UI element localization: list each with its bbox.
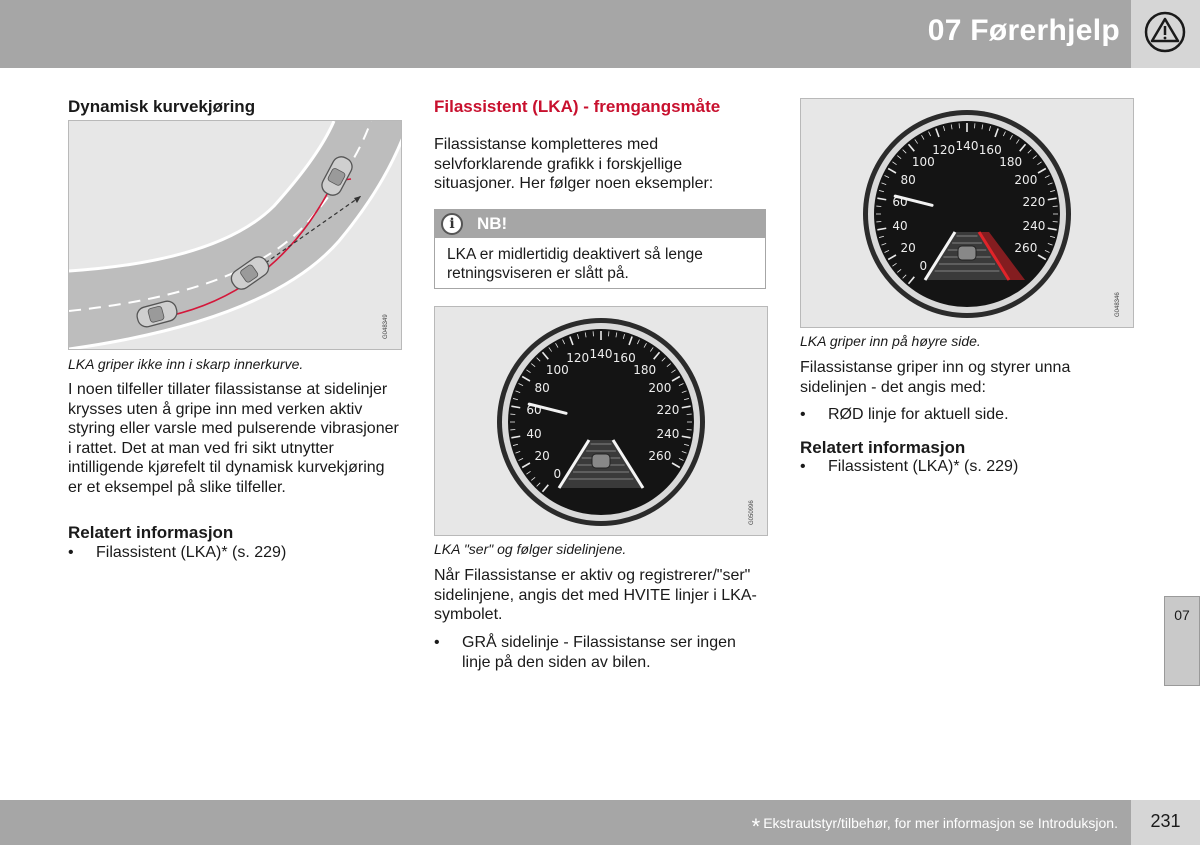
warning-triangle-icon xyxy=(1143,10,1187,54)
related-heading: Relatert informasjon xyxy=(68,523,234,542)
body-text: Når Filassistanse er aktiv og registrerer/"ser" sidelinjene, angis det med HVITE linjer i LKA-symbolet. xyxy=(434,567,757,623)
figure-code: G048346 xyxy=(1115,292,1121,317)
info-icon: i xyxy=(441,213,463,235)
section-heading-dynamic-curve: Dynamisk kurvekjøring xyxy=(68,97,256,116)
footer-asterisk: * xyxy=(751,814,761,839)
road-curve-graphic xyxy=(69,121,402,350)
gauge-label: 200 xyxy=(1014,173,1038,187)
gauge-label: 0 xyxy=(553,467,562,482)
gauge-label: 160 xyxy=(612,351,636,366)
speedometer-figure-right-intervention xyxy=(800,98,1134,328)
gauge-label: 80 xyxy=(534,381,550,395)
chapter-tab-label: 07 xyxy=(1174,607,1190,623)
gauge-label: 140 xyxy=(955,139,979,153)
speedometer-graphic xyxy=(435,307,768,536)
figure-code: G050996 xyxy=(749,500,755,525)
footer-note xyxy=(752,814,1118,840)
related-heading: Relatert informasjon xyxy=(800,438,966,457)
gauge-label: 40 xyxy=(526,426,542,441)
gauge-label: 180 xyxy=(999,154,1023,169)
gauge-label: 120 xyxy=(932,143,956,158)
gauge-label: 220 xyxy=(1022,195,1046,210)
figure-caption: LKA "ser" og følger sidelinjene. xyxy=(434,541,627,557)
lka-car xyxy=(958,246,976,260)
related-list xyxy=(68,543,402,563)
figure-code: G048349 xyxy=(383,314,389,339)
chapter-title: 07 Førerhjelp xyxy=(927,14,1120,47)
body-text: I noen tilfeller tillater filassistanse at sidelinjer krysses uten å gripe inn med verken aktiv styring eller varsle med pulserende vibrasjoner i rattet. Det at man ved fri sikt utnytter intilligende kjørefelt til dynamisk kurvekjøring er et eksempel på slike tilfeller. xyxy=(68,381,399,496)
gauge-label: 220 xyxy=(656,403,680,418)
indicator-list xyxy=(800,405,1134,425)
note-text: LKA er midlertidig deaktivert så lenge retningsviseren er slått på. xyxy=(447,246,703,282)
gauge-label: 260 xyxy=(1014,241,1038,255)
gauge-label: 200 xyxy=(648,381,672,395)
footer-note-text: Ekstrautstyr/tilbehør, for mer informasjon se Introduksjon. xyxy=(763,815,1118,831)
note-box xyxy=(434,209,766,289)
list-item: • RØD linje for aktuell side. xyxy=(800,405,1134,425)
gauge-label: 140 xyxy=(589,347,613,361)
gauge-label: 100 xyxy=(911,154,935,169)
gauge-label: 20 xyxy=(900,241,916,255)
gauge-label: 120 xyxy=(566,351,590,366)
related-list xyxy=(800,457,1134,477)
list-item: • GRÅ sidelinje - Filassistanse ser ingen linje på den siden av bilen. xyxy=(434,633,768,672)
curve-illustration xyxy=(68,120,402,350)
intro-text: Filassistanse kompletteres med selvforklarende grafikk i forskjellige situasjoner. Her følger noen eksempler: xyxy=(434,136,714,192)
gauge-label: 80 xyxy=(900,173,916,187)
note-header xyxy=(435,210,765,238)
figure-caption: LKA griper ikke inn i skarp innerkurve. xyxy=(68,356,304,372)
chapter-tab[interactable] xyxy=(1164,596,1200,686)
gauge-label: 0 xyxy=(919,259,928,274)
gauge-label: 100 xyxy=(545,362,569,377)
related-link[interactable]: • Filassistent (LKA)* (s. 229) xyxy=(68,543,402,563)
gauge-label: 60 xyxy=(892,195,908,210)
gauge-label: 260 xyxy=(648,449,672,463)
gauge-label: 160 xyxy=(978,143,1002,158)
note-label: NB! xyxy=(477,214,508,233)
speedometer-graphic xyxy=(801,99,1134,328)
section-heading-lka-procedure: Filassistent (LKA) - fremgangsmåte xyxy=(434,97,721,116)
gauge-label: 240 xyxy=(1022,218,1046,233)
body-text: Filassistanse griper inn og styrer unna sidelinjen - det angis med: xyxy=(800,359,1071,396)
gauge-label: 20 xyxy=(534,449,550,463)
related-link[interactable]: • Filassistent (LKA)* (s. 229) xyxy=(800,457,1134,477)
chapter-icon-box xyxy=(1131,0,1200,68)
speedometer-figure-lines-seen xyxy=(434,306,768,536)
gauge-label: 180 xyxy=(633,362,657,377)
gauge-label: 240 xyxy=(656,426,680,441)
figure-caption: LKA griper inn på høyre side. xyxy=(800,333,981,349)
page-number: 231 xyxy=(1150,811,1181,831)
indicator-list xyxy=(434,633,768,672)
lka-car xyxy=(592,454,610,468)
gauge-label: 40 xyxy=(892,218,908,233)
gauge-label: 60 xyxy=(526,403,542,418)
